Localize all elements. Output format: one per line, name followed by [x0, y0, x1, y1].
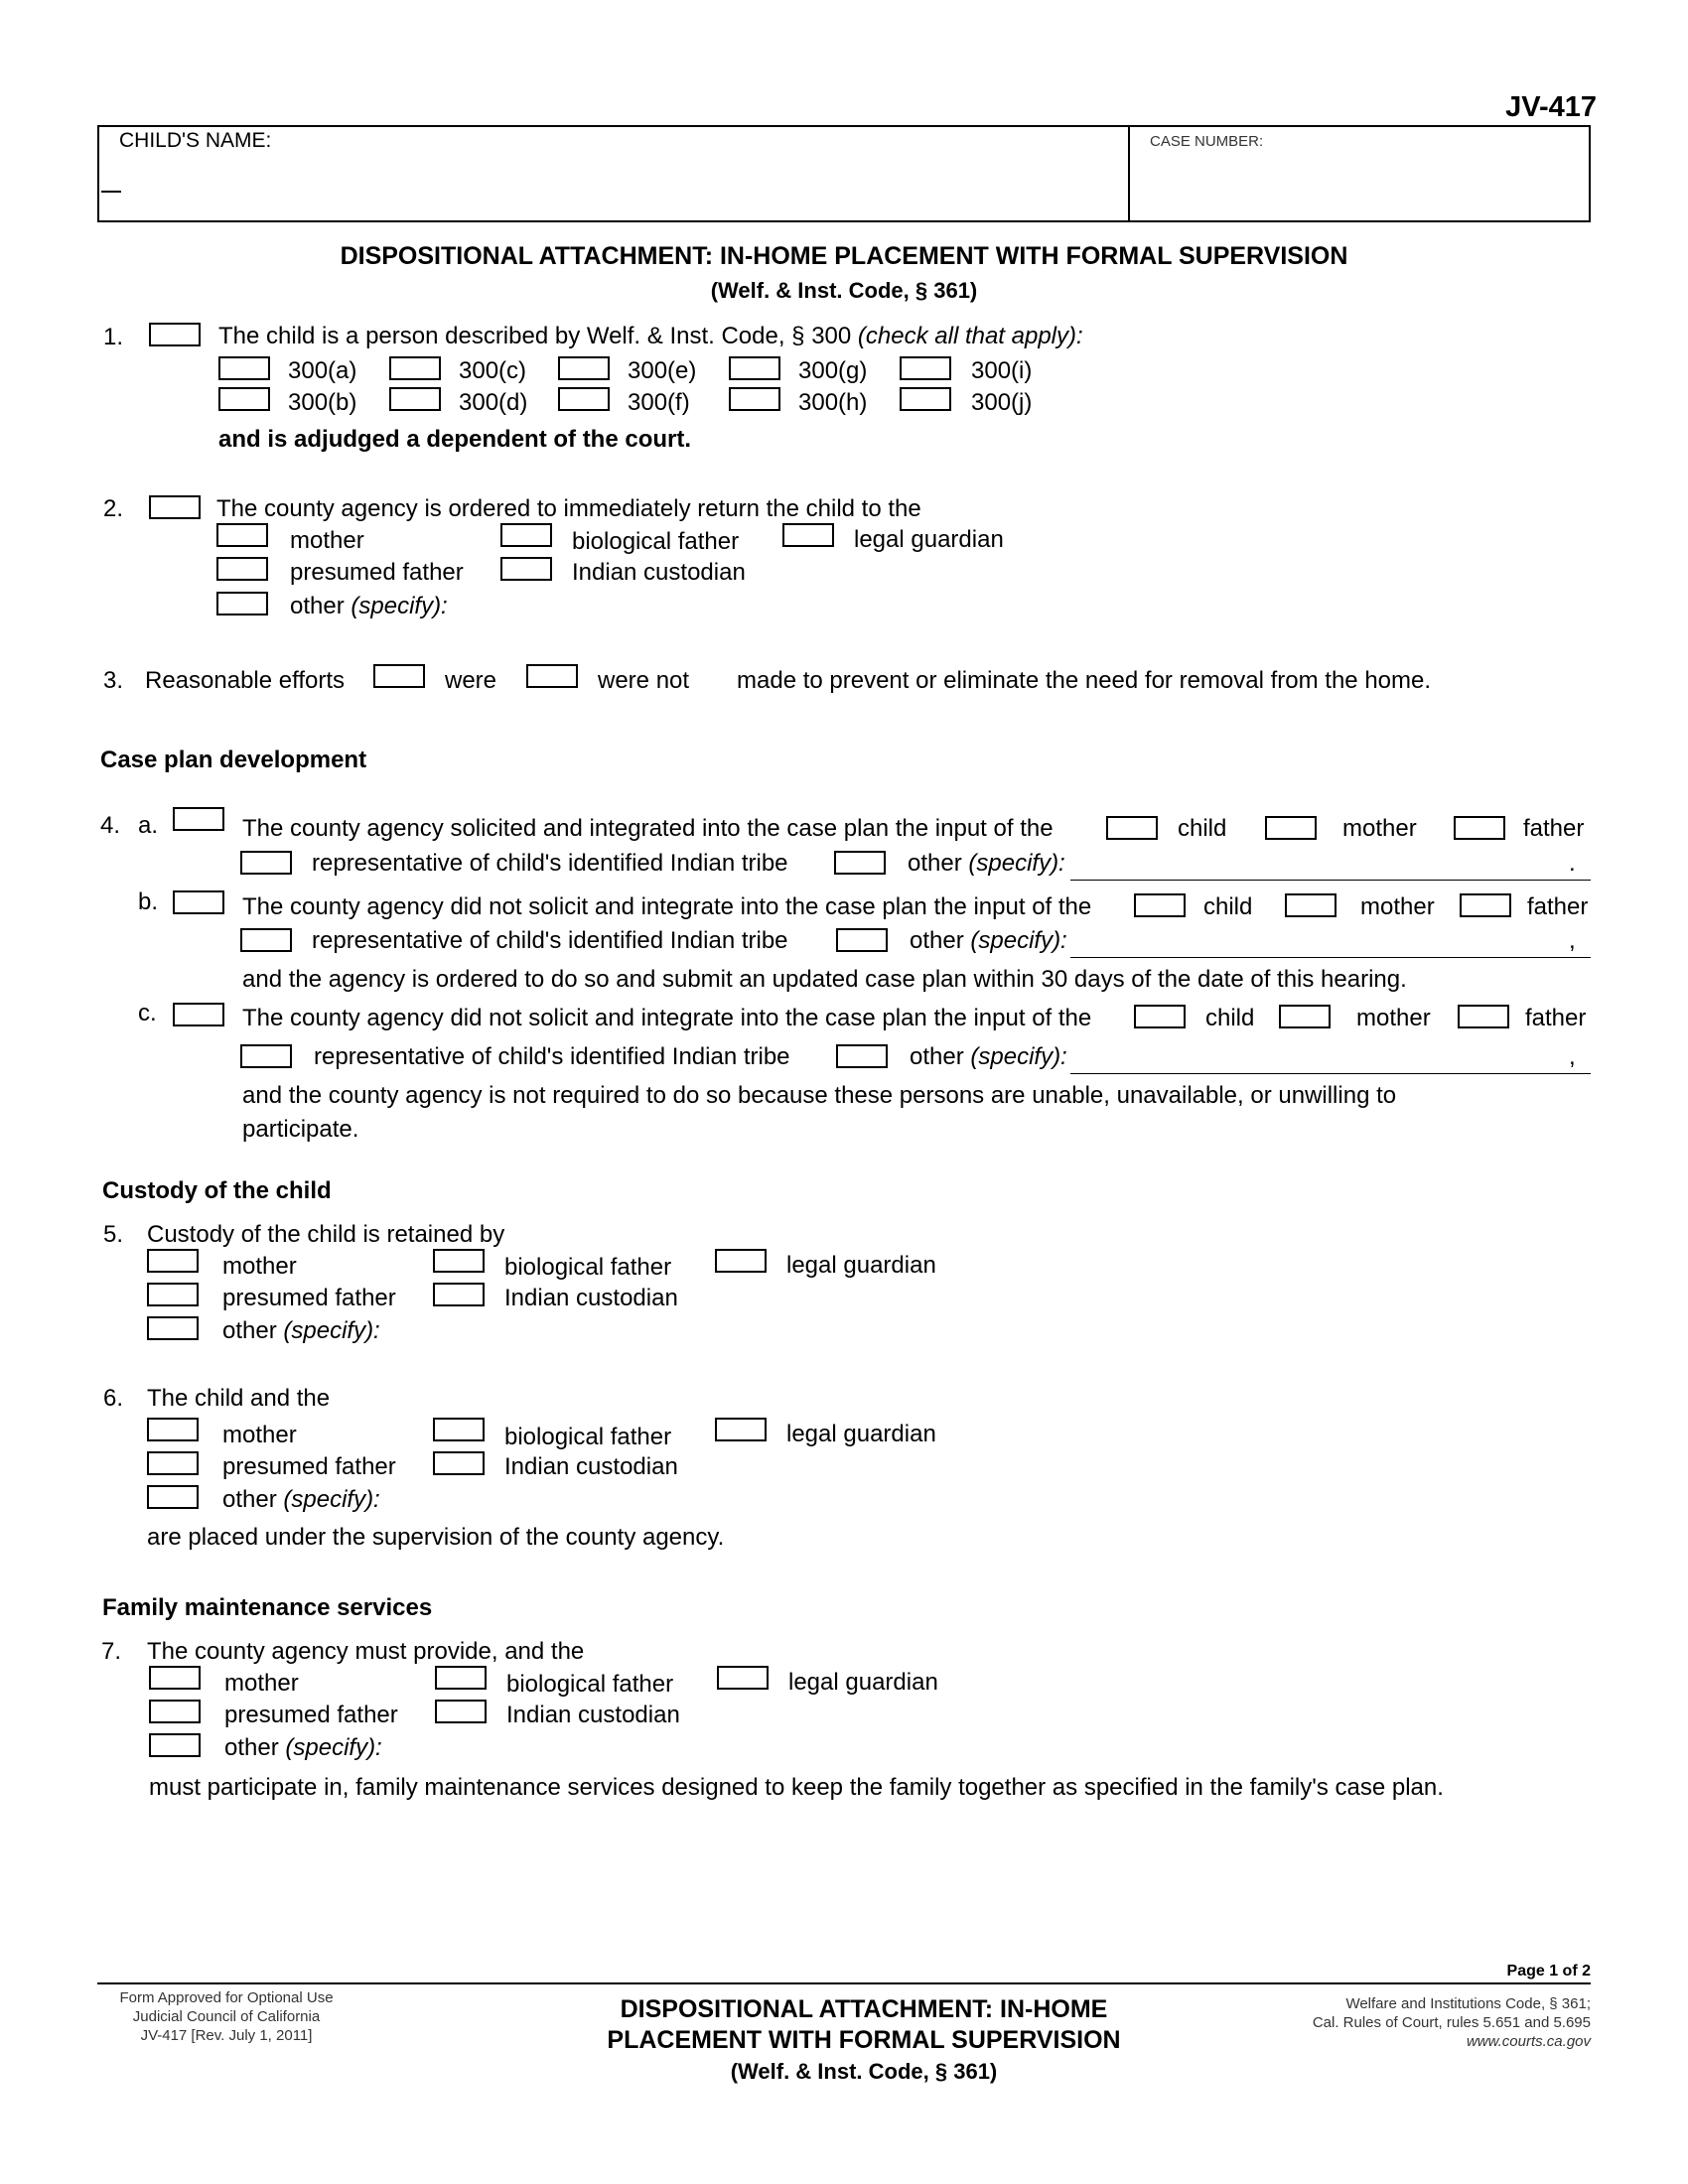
item4b-tail: and the agency is ordered to do so and submit an updated case plan within 30 days of the date of this hearing.: [242, 966, 1407, 993]
item1-text-main: The child is a person described by Welf. & Inst. Code, § 300: [218, 323, 852, 349]
item4c-other-word: other: [910, 1043, 964, 1070]
label-300d: 300(d): [459, 389, 528, 416]
item4a-father-checkbox[interactable]: [1454, 816, 1505, 840]
item4a-other-checkbox[interactable]: [834, 851, 886, 875]
label-300j: 300(j): [971, 389, 1033, 416]
item4c-father-checkbox[interactable]: [1458, 1005, 1509, 1028]
checkbox-300d[interactable]: [389, 387, 441, 411]
item2-text: The county agency is ordered to immediately return the child to the: [216, 495, 921, 522]
checkbox-300c[interactable]: [389, 356, 441, 380]
item5-legal-guardian-label: legal guardian: [786, 1252, 936, 1279]
childs-name-label: CHILD'S NAME:: [119, 129, 272, 152]
item4b-mother-label: mother: [1360, 893, 1435, 920]
item7-tail: must participate in, family maintenance services designed to keep the family together as specified in the family's case plan.: [149, 1774, 1444, 1801]
item4-number: 4.: [100, 812, 121, 839]
item7-legal-guardian-checkbox[interactable]: [717, 1666, 769, 1690]
section-family: Family maintenance services: [102, 1594, 433, 1621]
footer-right-2: Cal. Rules of Court, rules 5.651 and 5.695: [1312, 2014, 1591, 2031]
label-300c: 300(c): [459, 357, 527, 384]
item4a-specify-line[interactable]: [1070, 880, 1591, 881]
checkbox-300f[interactable]: [558, 387, 610, 411]
item4c-specify-line[interactable]: [1070, 1073, 1591, 1074]
label-300a: 300(a): [288, 357, 357, 384]
item7-legal-guardian-label: legal guardian: [788, 1669, 938, 1696]
item6-presumed-father-label: presumed father: [222, 1453, 396, 1480]
case-number-label: CASE NUMBER:: [1150, 133, 1264, 150]
item4b-child-checkbox[interactable]: [1134, 893, 1186, 917]
item5-biological-father-checkbox[interactable]: [433, 1249, 485, 1273]
label-300g: 300(g): [798, 357, 868, 384]
label-300i: 300(i): [971, 357, 1033, 384]
item4c-mother-label: mother: [1356, 1005, 1431, 1031]
item4a-mother-checkbox[interactable]: [1265, 816, 1317, 840]
footer-left-3: JV-417 [Rev. July 1, 2011]: [140, 2027, 313, 2044]
footer-center-3: (Welf. & Inst. Code, § 361): [730, 2059, 998, 2084]
item4b-other-word: other: [910, 927, 964, 954]
item4a-end: .: [1569, 850, 1576, 877]
checkbox-300b[interactable]: [218, 387, 270, 411]
item3-tail: made to prevent or eliminate the need for removal from the home.: [737, 667, 1432, 694]
item2-number: 2.: [103, 495, 124, 522]
item4b-child-label: child: [1203, 893, 1253, 920]
item6-text: The child and the: [147, 1385, 331, 1412]
item3-were-label: were: [445, 667, 497, 694]
item2-mother-checkbox[interactable]: [216, 523, 268, 547]
item4b-specify-line[interactable]: [1070, 957, 1591, 958]
footer-left: [97, 1988, 355, 2045]
item2-indian-custodian-checkbox[interactable]: [500, 557, 552, 581]
checkbox-300g[interactable]: [729, 356, 780, 380]
header-divider: [1128, 125, 1130, 222]
item6-tail: are placed under the supervision of the county agency.: [147, 1524, 725, 1551]
item6-biological-father-checkbox[interactable]: [433, 1418, 485, 1441]
item4b-father-label: father: [1527, 893, 1589, 920]
item3-number: 3.: [103, 667, 124, 694]
item1-checkbox[interactable]: [149, 323, 201, 346]
item7-specify: (specify):: [285, 1734, 382, 1761]
item7-number: 7.: [101, 1638, 122, 1665]
item7-indian-custodian-label: Indian custodian: [506, 1702, 680, 1728]
item7-mother-checkbox[interactable]: [149, 1666, 201, 1690]
item5-biological-father-label: biological father: [504, 1254, 672, 1281]
item7-other-word: other: [224, 1734, 279, 1761]
item2-other-checkbox[interactable]: [216, 592, 268, 615]
page-number: Page 1 of 2: [1506, 1963, 1591, 1979]
footer-right-1: Welfare and Institutions Code, § 361;: [1345, 1995, 1591, 2012]
item4c-specify: (specify):: [970, 1043, 1067, 1070]
footer-left-1: Form Approved for Optional Use: [119, 1989, 334, 2006]
section-case-plan: Case plan development: [100, 747, 367, 773]
item4b-label: b.: [138, 888, 159, 915]
item6-specify: (specify):: [283, 1486, 380, 1513]
item6-biological-father-label: biological father: [504, 1424, 672, 1450]
footer-center: [477, 1994, 1251, 2087]
item5-mother-checkbox[interactable]: [147, 1249, 199, 1273]
item6-mother-checkbox[interactable]: [147, 1418, 199, 1441]
item4b-checkbox[interactable]: [173, 890, 224, 914]
item4b-text: The county agency did not solicit and integrate into the case plan the input of the: [242, 893, 1092, 920]
item4a-child-checkbox[interactable]: [1106, 816, 1158, 840]
item4b-end: ,: [1569, 927, 1576, 954]
checkbox-300a[interactable]: [218, 356, 270, 380]
item5-legal-guardian-checkbox[interactable]: [715, 1249, 767, 1273]
checkbox-300h[interactable]: [729, 387, 780, 411]
item4b-other-label: [910, 927, 1067, 955]
item4b-father-checkbox[interactable]: [1460, 893, 1511, 917]
item4c-other-checkbox[interactable]: [836, 1044, 888, 1068]
form-title: DISPOSITIONAL ATTACHMENT: IN-HOME PLACEMENT WITH FORMAL SUPERVISION: [340, 242, 1348, 270]
item4a-other-word: other: [908, 850, 962, 877]
footer-rule: [97, 1982, 1591, 1984]
item2-checkbox[interactable]: [149, 495, 201, 519]
item2-mother-label: mother: [290, 527, 364, 554]
item4c-tribe-checkbox[interactable]: [240, 1044, 292, 1068]
item3-were-not-checkbox[interactable]: [526, 664, 578, 688]
item2-legal-guardian-checkbox[interactable]: [782, 523, 834, 547]
checkbox-300i[interactable]: [900, 356, 951, 380]
item4c-tail-2: participate.: [242, 1116, 359, 1143]
footer-center-2: PLACEMENT WITH FORMAL SUPERVISION: [607, 2026, 1121, 2054]
footer-left-2: Judicial Council of California: [132, 2008, 321, 2025]
item2-other-label: [290, 593, 448, 620]
item5-presumed-father-checkbox[interactable]: [147, 1283, 199, 1306]
item4c-end: ,: [1569, 1043, 1576, 1070]
item6-presumed-father-checkbox[interactable]: [147, 1451, 199, 1475]
childs-name-mark: [101, 191, 121, 193]
item6-other-label: [222, 1486, 380, 1514]
item2-specify: (specify):: [351, 593, 448, 619]
checkbox-300e[interactable]: [558, 356, 610, 380]
item6-number: 6.: [103, 1385, 124, 1412]
item5-other-word: other: [222, 1317, 277, 1344]
item4a-father-label: father: [1523, 815, 1585, 842]
item6-other-checkbox[interactable]: [147, 1485, 199, 1509]
item7-mother-label: mother: [224, 1670, 299, 1697]
item4a-child-label: child: [1178, 815, 1227, 842]
item2-biological-father-checkbox[interactable]: [500, 523, 552, 547]
item4a-checkbox[interactable]: [173, 807, 224, 831]
item3-text: Reasonable efforts: [145, 667, 346, 694]
item3-were-not-label: were not: [598, 667, 690, 694]
item3-were-checkbox[interactable]: [373, 664, 425, 688]
item2-presumed-father-label: presumed father: [290, 559, 464, 586]
item4b-other-checkbox[interactable]: [836, 928, 888, 952]
item4a-tribe-checkbox[interactable]: [240, 851, 292, 875]
item6-mother-label: mother: [222, 1422, 297, 1448]
item4b-specify: (specify):: [970, 927, 1067, 954]
item7-other-checkbox[interactable]: [149, 1733, 201, 1757]
form-subtitle: (Welf. & Inst. Code, § 361): [710, 278, 978, 303]
label-300h: 300(h): [798, 389, 868, 416]
label-300f: 300(f): [628, 389, 690, 416]
item7-presumed-father-label: presumed father: [224, 1702, 398, 1728]
childs-name-field[interactable]: [101, 149, 1124, 218]
item4c-child-label: child: [1205, 1005, 1255, 1031]
item4c-checkbox[interactable]: [173, 1003, 224, 1026]
case-number-field[interactable]: [1132, 149, 1589, 218]
item5-number: 5.: [103, 1221, 124, 1248]
item7-biological-father-label: biological father: [506, 1671, 674, 1698]
item6-legal-guardian-checkbox[interactable]: [715, 1418, 767, 1441]
item5-presumed-father-label: presumed father: [222, 1285, 396, 1311]
footer-right-3: www.courts.ca.gov: [1466, 2033, 1591, 2050]
item4c-father-label: father: [1525, 1005, 1587, 1031]
item2-other-word: other: [290, 593, 345, 619]
item5-specify: (specify):: [283, 1317, 380, 1344]
item4a-mother-label: mother: [1342, 815, 1417, 842]
item5-other-label: [222, 1317, 380, 1345]
item4b-tribe-checkbox[interactable]: [240, 928, 292, 952]
item7-text: The county agency must provide, and the: [147, 1638, 585, 1665]
item6-legal-guardian-label: legal guardian: [786, 1421, 936, 1447]
item1-text: [218, 323, 1083, 350]
footer-right: [1313, 1994, 1591, 2051]
label-300b: 300(b): [288, 389, 357, 416]
item1-number: 1.: [103, 324, 124, 350]
item6-indian-custodian-checkbox[interactable]: [433, 1451, 485, 1475]
item2-indian-custodian-label: Indian custodian: [572, 559, 746, 586]
item2-presumed-father-checkbox[interactable]: [216, 557, 268, 581]
form-id: JV-417: [1505, 91, 1597, 123]
item1-adjudged: and is adjudged a dependent of the court.: [218, 426, 692, 453]
item4a-label: a.: [138, 812, 159, 839]
item6-other-word: other: [222, 1486, 277, 1513]
item4c-child-checkbox[interactable]: [1134, 1005, 1186, 1028]
item4a-other-label: [908, 850, 1065, 878]
item5-mother-label: mother: [222, 1253, 297, 1280]
item4c-label: c.: [138, 1000, 157, 1026]
item4a-tribe-label: representative of child's identified Indian tribe: [312, 850, 788, 877]
item4b-mother-checkbox[interactable]: [1285, 893, 1336, 917]
item2-legal-guardian-label: legal guardian: [854, 526, 1004, 553]
item7-other-label: [224, 1734, 382, 1762]
footer-center-1: DISPOSITIONAL ATTACHMENT: IN-HOME: [620, 1995, 1108, 2023]
item4c-other-label: [910, 1043, 1067, 1071]
item4c-tribe-label: representative of child's identified Indian tribe: [314, 1043, 790, 1070]
item4a-text: The county agency solicited and integrated into the case plan the input of the: [242, 815, 1054, 842]
item1-text-note: (check all that apply):: [857, 323, 1083, 349]
item4b-tribe-label: representative of child's identified Indian tribe: [312, 927, 788, 954]
item4c-text: The county agency did not solicit and integrate into the case plan the input of the: [242, 1005, 1092, 1031]
label-300e: 300(e): [628, 357, 697, 384]
section-custody: Custody of the child: [102, 1177, 332, 1204]
item4c-tail-1: and the county agency is not required to do so because these persons are unable, unavailable, or unwilling to: [242, 1082, 1397, 1109]
item5-text: Custody of the child is retained by: [147, 1221, 505, 1248]
item7-indian-custodian-checkbox[interactable]: [435, 1700, 487, 1723]
item5-other-checkbox[interactable]: [147, 1316, 199, 1340]
item5-indian-custodian-label: Indian custodian: [504, 1285, 678, 1311]
item5-indian-custodian-checkbox[interactable]: [433, 1283, 485, 1306]
item7-presumed-father-checkbox[interactable]: [149, 1700, 201, 1723]
item4a-specify: (specify):: [968, 850, 1065, 877]
item4c-mother-checkbox[interactable]: [1279, 1005, 1331, 1028]
item7-biological-father-checkbox[interactable]: [435, 1666, 487, 1690]
item6-indian-custodian-label: Indian custodian: [504, 1453, 678, 1480]
checkbox-300j[interactable]: [900, 387, 951, 411]
item2-biological-father-label: biological father: [572, 528, 740, 555]
